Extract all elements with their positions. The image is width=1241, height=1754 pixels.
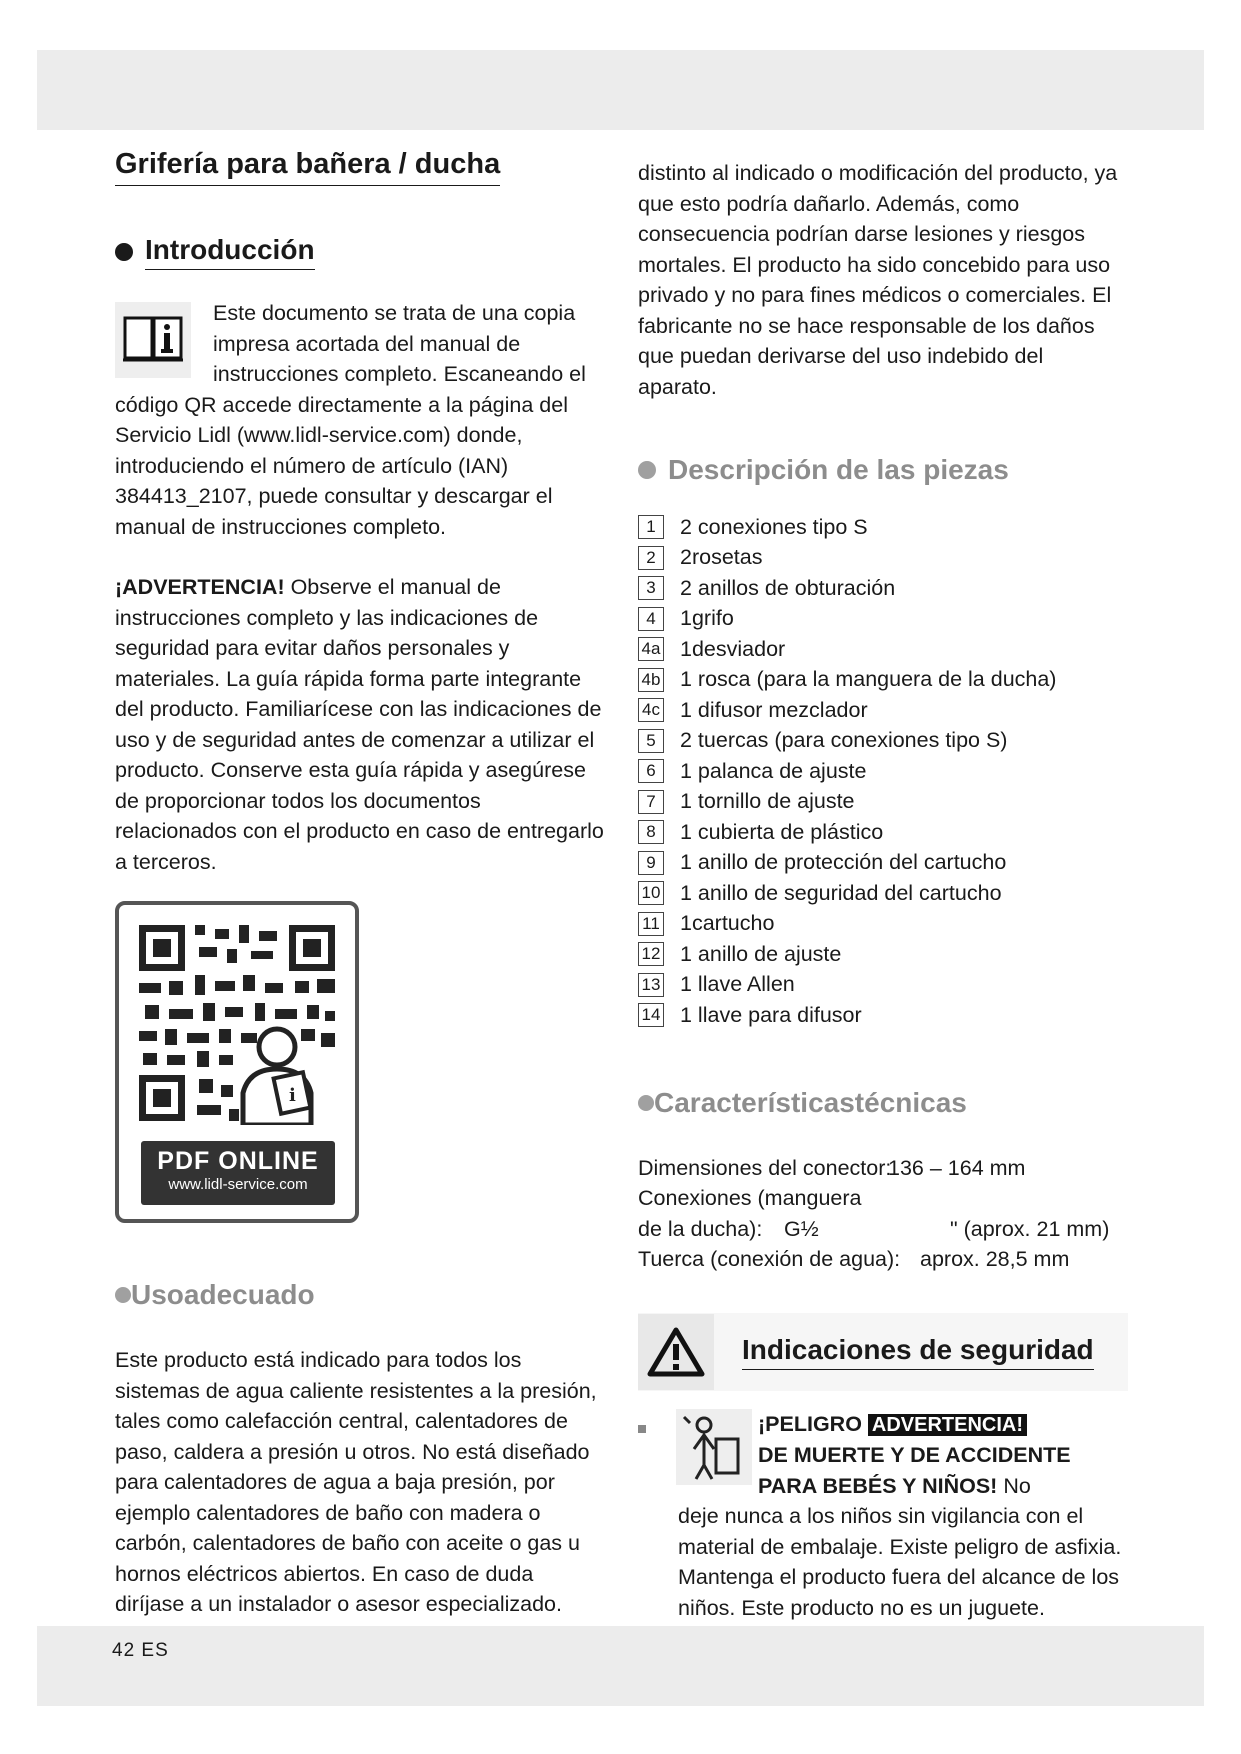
spec-row — [638, 1183, 1128, 1214]
part-item — [638, 817, 1128, 848]
left-column — [115, 148, 605, 1650]
bullet-dot — [638, 1095, 654, 1111]
part-text: 1desviador — [680, 636, 786, 661]
part-number: 6 — [638, 759, 664, 783]
part-text: 1 palanca de ajuste — [680, 758, 867, 783]
intended-use-paragraph: Este producto está indicado para todos los sistemas de agua caliente resistentes a la presión, tales como calefacción central, calentadores de paso, caldera a presión u otros. No está diseñado para calentadores de agua a baja presión, por ejemplo calentadores de baño con madera o carbón, calentadores de baño con aceite o gas u hornos eléctricos abiertos. En caso de duda diríjase a un instalador o asesor especializado. — [115, 1348, 597, 1616]
child-danger-block — [638, 1409, 1128, 1624]
safety-header — [638, 1313, 1128, 1391]
intended-use-heading — [115, 1279, 605, 1311]
spec-label: de la ducha): — [638, 1216, 763, 1241]
child-danger-text: deje nunca a los niños sin vigilancia con el material de embalaje. Existe peligro de asfixia. Mantenga el producto fuera del alcance de los niños. Este producto no es un juguete. — [678, 1504, 1122, 1620]
part-number: 2 — [638, 546, 664, 570]
part-number: 4c — [638, 698, 664, 722]
part-number: 10 — [638, 881, 664, 905]
part-text: 1 anillo de ajuste — [680, 941, 842, 966]
part-item — [638, 939, 1128, 970]
part-text: 1 llave para difusor — [680, 1002, 862, 1027]
part-number: 8 — [638, 820, 664, 844]
part-text: 1cartucho — [680, 911, 775, 936]
danger-label: ¡PELIGRO — [758, 1411, 862, 1436]
parts-heading — [638, 454, 1128, 486]
part-text: 2 tuercas (para conexiones tipo S) — [680, 728, 1008, 753]
part-number: 13 — [638, 973, 664, 997]
spec-value: aprox. 28,5 mm — [920, 1247, 1070, 1271]
specs-heading — [638, 1087, 1128, 1119]
manual-info-icon — [115, 302, 191, 378]
qr-code-card[interactable] — [115, 901, 359, 1223]
part-text: 1 tornillo de ajuste — [680, 789, 855, 814]
safety-heading: Indicaciones de seguridad — [742, 1334, 1094, 1370]
part-number: 4 — [638, 607, 664, 631]
part-number: 7 — [638, 790, 664, 814]
danger-line3-tail: No — [997, 1473, 1031, 1498]
bullet-dot — [638, 461, 656, 479]
intended-use-heading-text: Usoadecuado — [131, 1279, 315, 1310]
bullet-dot — [115, 243, 133, 261]
page-title: Grifería para bañera / ducha — [115, 148, 500, 186]
part-item — [638, 787, 1128, 818]
footer-band — [37, 1626, 1204, 1706]
warning-triangle-icon — [638, 1314, 714, 1390]
part-number: 9 — [638, 851, 664, 875]
warning-label: ¡ADVERTENCIA! — [115, 575, 285, 599]
intro-section — [115, 298, 605, 542]
part-item — [638, 634, 1128, 665]
spec-row — [638, 1244, 1128, 1275]
intro-warning — [115, 572, 605, 877]
specs-table — [638, 1153, 1128, 1275]
part-number: 14 — [638, 1003, 664, 1027]
part-item — [638, 573, 1128, 604]
part-item — [638, 665, 1128, 696]
part-item — [638, 970, 1128, 1001]
spec-value: " (aprox. 21 mm) — [950, 1216, 1110, 1241]
intro-heading-text: Introducción — [145, 234, 315, 270]
right-intro-paragraph: distinto al indicado o modificación del producto, ya que esto podría dañarlo. Además, como consecuencia podrían darse lesiones y riesgos mortales. El producto ha sido concebido para uso privado y no para fines médicos o comerciales. El fabricante no se hace responsable de los daños que puedan derivarse del uso indebido del aparato. — [638, 161, 1118, 399]
spec-value: 136 – 164 mm — [888, 1155, 1026, 1180]
parts-list — [638, 512, 1128, 1031]
parts-heading-text: Descripción de las piezas — [668, 454, 1009, 485]
header-band — [37, 50, 1204, 130]
bullet-dot — [115, 1287, 131, 1303]
spec-label: Dimensiones del conector: — [638, 1155, 892, 1180]
pdf-online-title: PDF ONLINE — [157, 1147, 319, 1175]
part-text: 1grifo — [680, 606, 734, 631]
spec-value: G½ — [784, 1216, 819, 1241]
child-danger-heading-2: DE MUERTE Y DE ACCIDENTE — [758, 1443, 1071, 1467]
part-number: 5 — [638, 729, 664, 753]
intro-paragraph: Este documento se trata de una copia impresa acortada del manual de instrucciones completo. Escaneando el código QR accede directamente a la página del Servicio Lidl (www.lidl-service.com) donde, introduciendo el número de artículo (IAN) 384413_2107, puede consultar y descargar el manual de instrucciones completo. — [115, 301, 586, 539]
right-column — [638, 158, 1128, 1623]
part-item — [638, 909, 1128, 940]
specs-heading-text: Característicastécnicas — [654, 1086, 967, 1118]
svg-text:i: i — [289, 1085, 296, 1106]
part-item — [638, 543, 1128, 574]
spec-row — [638, 1214, 1128, 1245]
part-number: 3 — [638, 576, 664, 600]
part-item — [638, 604, 1128, 635]
part-text: 1 difusor mezclador — [680, 697, 868, 722]
part-text: 1 cubierta de plástico — [680, 819, 884, 844]
part-item — [638, 878, 1128, 909]
part-item — [638, 756, 1128, 787]
part-text: 1 anillo de seguridad del cartucho — [680, 880, 1002, 905]
part-item — [638, 512, 1128, 543]
pdf-online-url: www.lidl-service.com — [168, 1176, 308, 1193]
bullet-square — [638, 1425, 646, 1433]
part-number: 4a — [638, 637, 664, 661]
part-item — [638, 848, 1128, 879]
part-text: 2 conexiones tipo S — [680, 514, 868, 539]
part-number: 4b — [638, 668, 664, 692]
part-text: 1 llave Allen — [680, 972, 795, 997]
pdf-online-label — [141, 1141, 335, 1205]
warning-badge: ADVERTENCIA! — [868, 1414, 1027, 1436]
qr-code-icon — [139, 925, 335, 1125]
part-number: 1 — [638, 515, 664, 539]
part-text: 2 anillos de obturación — [680, 575, 896, 600]
part-text: 2rosetas — [680, 545, 763, 570]
part-text: 1 anillo de protección del cartucho — [680, 850, 1007, 875]
warning-text: Observe el manual de instrucciones completo y las indicaciones de seguridad para evitar daños personales y materiales. La guía rápida forma parte integrante del producto. Familiarícese con las indicaciones de uso y de seguridad antes de comenzar a utilizar el producto. Conserve esta guía rápida y asegúrese de proporcionar todos los documentos relacionados con el producto en caso de entregarlo a terceros. — [115, 575, 604, 874]
part-item — [638, 1000, 1128, 1031]
intro-heading — [115, 234, 605, 270]
danger-line3: PARA BEBÉS Y NIÑOS! — [758, 1473, 998, 1498]
part-number: 11 — [638, 912, 664, 936]
part-item — [638, 726, 1128, 757]
spec-row — [638, 1153, 1128, 1184]
part-item — [638, 695, 1128, 726]
spec-label: Tuerca (conexión de agua): — [638, 1247, 901, 1271]
part-text: 1 rosca (para la manguera de la ducha) — [680, 667, 1057, 692]
child-danger-icon — [676, 1409, 752, 1485]
page-footer: 42 ES — [112, 1640, 169, 1661]
part-number: 12 — [638, 942, 664, 966]
spec-label: Conexiones (manguera — [638, 1186, 862, 1210]
